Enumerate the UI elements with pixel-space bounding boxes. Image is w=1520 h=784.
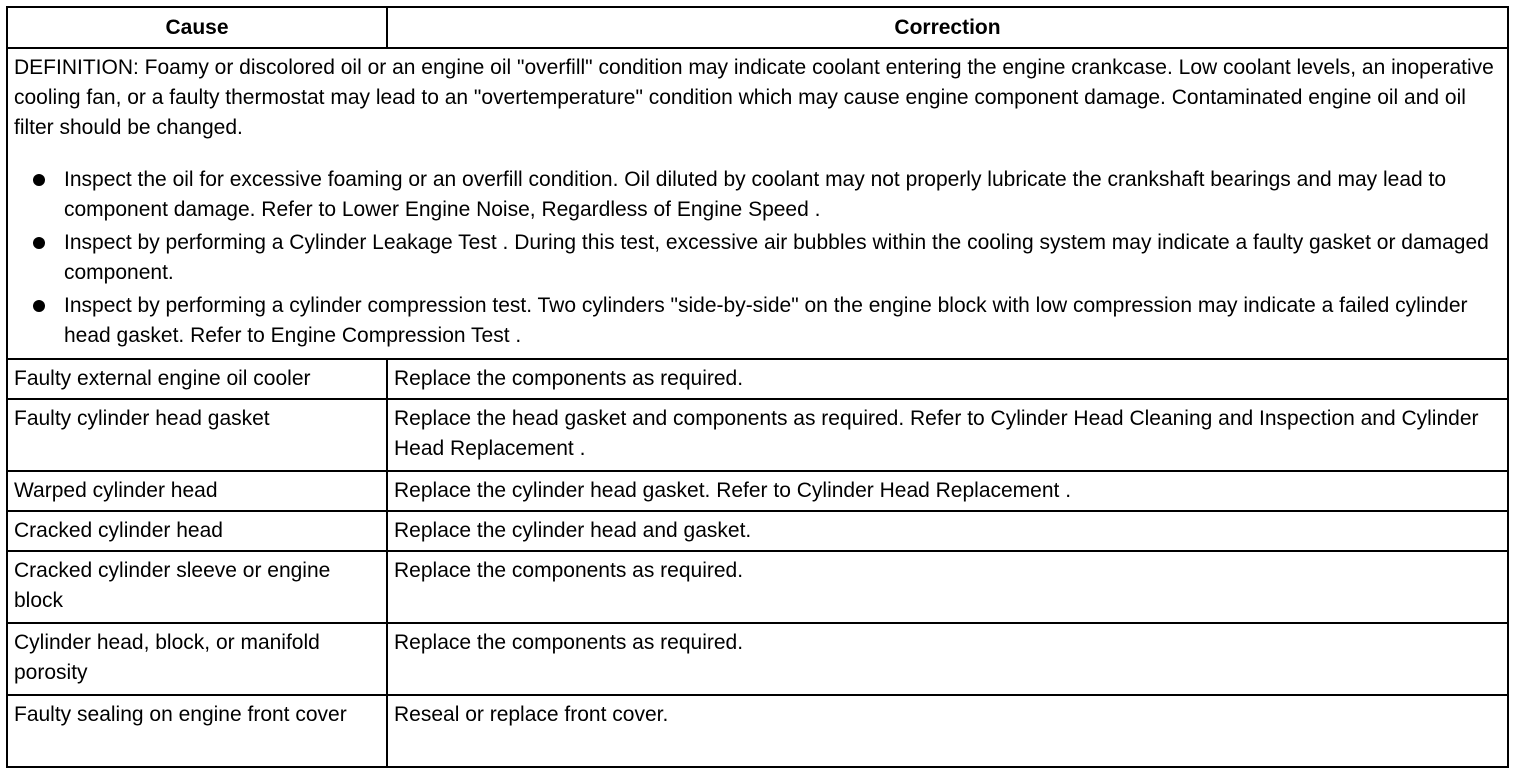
- table-row: [7, 471, 1508, 511]
- diagnosis-table: [6, 6, 1509, 768]
- cause-cell: Faulty sealing on engine front cover: [7, 695, 387, 767]
- table-row: [7, 695, 1508, 767]
- inspection-item-text: Inspect by performing a Cylinder Leakage Test . During this test, excessive air bubbles within the cooling system may indicate a faulty gasket or damaged component.: [64, 231, 1489, 284]
- inspection-item: [14, 291, 1501, 351]
- cause-cell: Faulty external engine oil cooler: [7, 359, 387, 399]
- correction-cell: Replace the components as required.: [387, 551, 1508, 623]
- header-row: [7, 7, 1508, 48]
- correction-cell: Replace the components as required.: [387, 359, 1508, 399]
- correction-cell: Replace the head gasket and components as required. Refer to Cylinder Head Cleaning and Inspection and Cylinder Head Replacement .: [387, 399, 1508, 471]
- cause-header: Cause: [7, 7, 387, 48]
- correction-cell: Replace the components as required.: [387, 623, 1508, 695]
- bullet-icon: [33, 174, 45, 186]
- cause-cell: Warped cylinder head: [7, 471, 387, 511]
- correction-cell: Replace the cylinder head and gasket.: [387, 511, 1508, 551]
- inspection-item-text: Inspect by performing a cylinder compression test. Two cylinders "side-by-side" on the engine block with low compression may indicate a failed cylinder head gasket. Refer to Engine Compression Test .: [64, 294, 1468, 347]
- inspection-item: [14, 228, 1501, 288]
- table-row: [7, 359, 1508, 399]
- definition-text: DEFINITION: Foamy or discolored oil or an engine oil "overfill" condition may indicate coolant entering the engine crankcase. Low coolant levels, an inoperative cooling fan, or a faulty thermostat may lead to an "overtemperature" condition which may cause engine component damage. Contaminated engine oil and oil filter should be changed.: [14, 56, 1494, 139]
- inspection-list: [14, 165, 1501, 351]
- table-row: [7, 511, 1508, 551]
- table-row: [7, 399, 1508, 471]
- correction-header: Correction: [387, 7, 1508, 48]
- definition-cell: [7, 48, 1508, 359]
- table-row: [7, 623, 1508, 695]
- table-row: [7, 551, 1508, 623]
- bullet-icon: [33, 300, 45, 312]
- inspection-item: [14, 165, 1501, 225]
- bullet-icon: [33, 237, 45, 249]
- cause-cell: Cracked cylinder head: [7, 511, 387, 551]
- cause-cell: Cracked cylinder sleeve or engine block: [7, 551, 387, 623]
- definition-row: [7, 48, 1508, 359]
- correction-cell: Reseal or replace front cover.: [387, 695, 1508, 767]
- cause-cell: Faulty cylinder head gasket: [7, 399, 387, 471]
- inspection-item-text: Inspect the oil for excessive foaming or an overfill condition. Oil diluted by coolant may not properly lubricate the crankshaft bearings and may lead to component damage. Refer to Lower Engine Noise, Regardless of Engine Speed .: [64, 168, 1447, 221]
- correction-cell: Replace the cylinder head gasket. Refer to Cylinder Head Replacement .: [387, 471, 1508, 511]
- cause-cell: Cylinder head, block, or manifold porosity: [7, 623, 387, 695]
